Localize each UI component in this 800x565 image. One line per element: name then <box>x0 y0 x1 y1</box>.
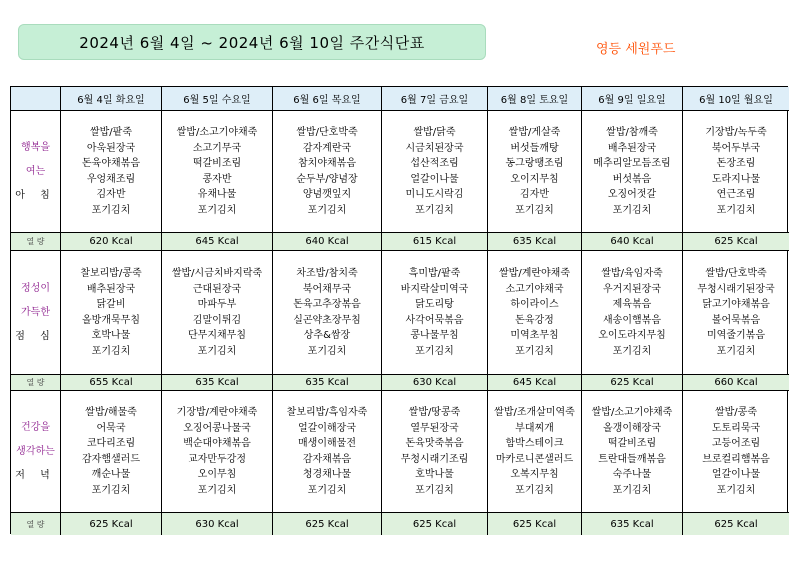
menu-item: 쌀밥/해물죽 <box>85 407 137 418</box>
meal-label-text: 행복을 <box>21 141 50 153</box>
menu-item: 섭산적조림 <box>410 158 459 169</box>
menu-cell <box>61 251 162 375</box>
menu-item: 부대찌개 <box>515 422 554 434</box>
company-name: 영등 세원푸드 <box>596 42 676 57</box>
menu-item: 쌀밥/단호박죽 <box>705 268 767 279</box>
menu-cell <box>488 111 582 233</box>
menu-item: 브로컬리햄볶음 <box>702 453 770 465</box>
menu-item: 포기김치 <box>307 484 347 496</box>
menu-item: 포기김치 <box>197 484 237 496</box>
menu-item: 사각어묵볶음 <box>405 314 464 326</box>
menu-cell <box>162 111 273 233</box>
menu-item: 호박나물 <box>91 330 131 341</box>
menu-item: 감자계란국 <box>302 142 352 154</box>
calorie-value: 640 Kcal <box>582 233 683 251</box>
menu-item: 바지락살미역국 <box>400 283 469 295</box>
menu-item: 포기김치 <box>91 345 131 357</box>
menu-cell <box>162 391 273 513</box>
calorie-value: 635 Kcal <box>582 513 683 535</box>
menu-item: 아욱된장국 <box>86 142 136 154</box>
menu-cell <box>61 391 162 513</box>
menu-item: 포기김치 <box>307 204 347 216</box>
menu-item: 숙주나물 <box>612 469 652 480</box>
menu-item: 미역줄기볶음 <box>707 330 765 341</box>
menu-item: 북어채무국 <box>302 283 352 295</box>
menu-item: 김말이튀김 <box>192 314 242 326</box>
menu-item: 근대된장국 <box>192 283 242 295</box>
menu-cell <box>273 111 382 233</box>
menu-item: 청경채나물 <box>302 469 352 480</box>
meal-label <box>11 111 61 233</box>
menu-item: 새송이햄볶음 <box>603 314 661 326</box>
day-header: 6월 8일 토요일 <box>488 87 582 111</box>
menu-cell <box>582 111 683 233</box>
menu-item: 돈육강정 <box>515 314 554 326</box>
menu-item: 포기김치 <box>91 484 131 496</box>
menu-item: 백순대야채볶음 <box>183 438 251 449</box>
menu-item: 포기김치 <box>612 484 652 496</box>
menu-item: 무청시래기조림 <box>400 453 469 465</box>
menu-item: 하이라이스 <box>510 299 559 310</box>
day-header: 6월 10일 월요일 <box>683 87 789 111</box>
menu-item: 포기김치 <box>515 484 554 496</box>
calorie-value: 640 Kcal <box>273 233 382 251</box>
menu-item: 쌀밥/참깨죽 <box>606 127 658 138</box>
menu-item: 도토리묵국 <box>711 422 761 434</box>
calorie-value: 655 Kcal <box>61 375 162 391</box>
menu-item: 트란대들깨볶음 <box>598 453 666 465</box>
menu-cell <box>488 391 582 513</box>
calorie-value: 625 Kcal <box>488 513 582 535</box>
menu-item: 시금치된장국 <box>405 142 464 154</box>
menu-item: 쌀밥/계란야채죽 <box>499 268 570 279</box>
menu-cell <box>382 251 488 375</box>
calorie-value: 630 Kcal <box>162 513 273 535</box>
menu-item: 콩나물무침 <box>410 330 459 341</box>
menu-item: 매생이해물전 <box>298 438 356 449</box>
menu-item: 포기김치 <box>716 204 756 216</box>
menu-item: 포기김치 <box>716 345 756 357</box>
menu-item: 쌀밥/게살죽 <box>508 127 561 138</box>
menu-cell <box>273 391 382 513</box>
menu-item: 단무지채무침 <box>188 330 246 341</box>
calorie-value: 620 Kcal <box>61 233 162 251</box>
menu-item: 포기김치 <box>197 345 237 357</box>
menu-item: 볼어묵볶음 <box>711 314 761 326</box>
menu-item: 제육볶음 <box>612 299 652 310</box>
menu-item: 마파두부 <box>197 299 237 310</box>
menu-item: 기장밥/계란야채죽 <box>176 407 258 418</box>
menu-item: 함박스테이크 <box>505 438 564 449</box>
menu-item: 흑미밥/팥죽 <box>408 268 461 279</box>
menu-item: 무청시래기된장국 <box>697 283 775 295</box>
menu-item: 올갱이해장국 <box>603 422 661 434</box>
menu-item: 순두부/양념장 <box>296 173 358 185</box>
menu-item: 감자채볶음 <box>302 453 352 465</box>
menu-item: 떡갈비조림 <box>607 438 657 449</box>
calorie-value: 625 Kcal <box>273 513 382 535</box>
menu-cell <box>382 391 488 513</box>
menu-item: 포기김치 <box>515 345 554 357</box>
weekly-menu-table <box>10 86 788 534</box>
day-header: 6월 7일 금요일 <box>382 87 488 111</box>
menu-item: 쌀밥/닭죽 <box>413 127 456 138</box>
day-header: 6월 4일 화요일 <box>61 87 162 111</box>
menu-item: 포기김치 <box>415 204 454 216</box>
calorie-value: 625 Kcal <box>382 513 488 535</box>
menu-cell <box>683 251 789 375</box>
menu-item: 유채나물 <box>197 189 237 200</box>
menu-cell <box>273 251 382 375</box>
menu-item: 동그랑땡조림 <box>505 158 564 169</box>
calorie-value: 625 Kcal <box>683 233 789 251</box>
menu-item: 김자반 <box>96 189 126 200</box>
calorie-label: 열 량 <box>11 375 61 391</box>
menu-item: 오이무침 <box>197 469 237 480</box>
calorie-value: 625 Kcal <box>61 513 162 535</box>
menu-item: 도라지나물 <box>711 173 761 185</box>
menu-cell <box>683 391 789 513</box>
menu-item: 호박나물 <box>415 469 454 480</box>
menu-item: 오이지무침 <box>510 173 559 185</box>
menu-item: 포기김치 <box>612 204 652 216</box>
menu-item: 배추된장국 <box>86 283 136 295</box>
menu-cell <box>61 111 162 233</box>
meal-label <box>11 251 61 375</box>
menu-item: 배추된장국 <box>607 142 657 154</box>
calorie-value: 625 Kcal <box>683 513 789 535</box>
menu-item: 고등어조림 <box>711 438 761 449</box>
day-header: 6월 6일 목요일 <box>273 87 382 111</box>
menu-item: 감자햄샐러드 <box>82 453 140 465</box>
menu-item: 포기김치 <box>91 204 131 216</box>
menu-item: 소고기야채국 <box>505 283 564 295</box>
menu-item: 교자만두강정 <box>188 453 246 465</box>
menu-item: 찰보리밥/콩죽 <box>80 268 142 279</box>
menu-item: 우거지된장국 <box>603 283 661 295</box>
menu-item: 김자반 <box>520 189 549 200</box>
menu-item: 쌀밥/시금치바지락죽 <box>171 268 263 279</box>
meal-name: 아 침 <box>15 189 56 201</box>
menu-item: 얼갈이나물 <box>410 173 459 185</box>
menu-item: 쌀밥/단호박죽 <box>296 127 358 138</box>
menu-item: 상추&쌈장 <box>303 330 351 341</box>
menu-item: 포기김치 <box>307 345 347 357</box>
menu-item: 떡갈비조림 <box>192 158 242 169</box>
menu-item: 쌀밥/육임자죽 <box>601 268 663 279</box>
menu-cell <box>488 251 582 375</box>
menu-item: 오징어콩나물국 <box>183 422 251 434</box>
header-corner <box>11 87 61 111</box>
menu-item: 돈육야채볶음 <box>82 158 140 169</box>
menu-item: 쌀밥/조개살미역죽 <box>494 407 575 418</box>
menu-item: 찰보리밥/흑임자죽 <box>286 407 368 418</box>
calorie-label: 열 량 <box>11 513 61 535</box>
menu-item: 돈육맛죽볶음 <box>405 438 464 449</box>
menu-item: 어묵국 <box>96 422 126 434</box>
meal-label-text: 가득한 <box>21 306 50 318</box>
menu-item: 미역초무침 <box>510 330 559 341</box>
menu-item: 우엉채조림 <box>86 173 136 185</box>
calorie-value: 615 Kcal <box>382 233 488 251</box>
calorie-value: 635 Kcal <box>488 233 582 251</box>
meal-label <box>11 391 61 513</box>
menu-item: 깨순나물 <box>91 469 131 480</box>
menu-item: 닭갈비 <box>96 299 126 310</box>
calorie-value: 635 Kcal <box>273 375 382 391</box>
menu-item: 포기김치 <box>716 484 756 496</box>
menu-item: 닭도리탕 <box>415 299 454 310</box>
menu-item: 포기김치 <box>515 204 554 216</box>
menu-item: 올방개묵무침 <box>82 314 140 326</box>
menu-item: 쌀밥/소고기야채죽 <box>591 407 673 418</box>
calorie-label: 열 량 <box>11 233 61 251</box>
menu-item: 포기김치 <box>415 345 454 357</box>
menu-item: 쌀밥/땅콩죽 <box>408 407 461 418</box>
meal-name: 점 심 <box>15 330 56 342</box>
menu-item: 참치야채볶음 <box>298 158 356 169</box>
calorie-value: 645 Kcal <box>162 233 273 251</box>
menu-item: 돈육고추장볶음 <box>293 299 361 310</box>
menu-item: 소고기무국 <box>192 142 242 154</box>
menu-item: 포기김치 <box>197 204 237 216</box>
menu-item: 콩자반 <box>202 173 232 185</box>
menu-item: 얼갈이나물 <box>711 469 761 480</box>
menu-item: 메추리알모듬조림 <box>593 158 671 169</box>
menu-cell <box>582 391 683 513</box>
menu-item: 쌀밥/소고기야채죽 <box>176 127 258 138</box>
page-title: 2024년 6월 4일 ~ 2024년 6월 10일 주간식단표 <box>18 24 486 60</box>
menu-item: 미니도시락김 <box>405 189 464 200</box>
menu-item: 차조밥/참치죽 <box>296 268 358 279</box>
meal-label-text: 건강을 <box>21 421 50 433</box>
menu-item: 쌀밥/콩죽 <box>714 407 757 418</box>
menu-item: 열무된장국 <box>410 422 459 434</box>
day-header: 6월 9일 일요일 <box>582 87 683 111</box>
menu-cell <box>162 251 273 375</box>
menu-item: 오징어젓갈 <box>607 189 657 200</box>
calorie-value: 625 Kcal <box>582 375 683 391</box>
menu-item: 포기김치 <box>415 484 454 496</box>
meal-label-text: 생각하는 <box>16 445 55 457</box>
menu-cell <box>582 251 683 375</box>
menu-item: 코다리조림 <box>86 438 136 449</box>
meal-label-text: 여는 <box>25 165 46 177</box>
menu-item: 포기김치 <box>612 345 652 357</box>
menu-item: 마카로니콘샐러드 <box>495 453 574 465</box>
menu-item: 버섯들깨탕 <box>510 142 559 154</box>
day-header: 6월 5일 수요일 <box>162 87 273 111</box>
calorie-value: 635 Kcal <box>162 375 273 391</box>
menu-cell <box>382 111 488 233</box>
menu-cell <box>683 111 789 233</box>
menu-item: 연근조림 <box>716 189 756 200</box>
menu-item: 버섯볶음 <box>612 173 652 185</box>
menu-item: 얼갈이해장국 <box>298 422 356 434</box>
menu-item: 기장밥/녹두죽 <box>705 127 767 138</box>
calorie-value: 645 Kcal <box>488 375 582 391</box>
menu-item: 오복지무침 <box>510 469 559 480</box>
menu-item: 닭고기야채볶음 <box>702 299 770 310</box>
meal-label-text: 정성이 <box>21 282 50 294</box>
menu-item: 오이도라지무침 <box>598 330 666 341</box>
meal-name: 저 녁 <box>15 469 56 481</box>
menu-item: 북어두부국 <box>711 142 761 154</box>
calorie-value: 630 Kcal <box>382 375 488 391</box>
menu-item: 돈장조림 <box>716 158 756 169</box>
menu-item: 양념깻잎지 <box>302 189 352 200</box>
calorie-value: 660 Kcal <box>683 375 789 391</box>
menu-item: 실곤약초장무침 <box>293 314 361 326</box>
menu-item: 쌀밥/팥죽 <box>89 127 132 138</box>
